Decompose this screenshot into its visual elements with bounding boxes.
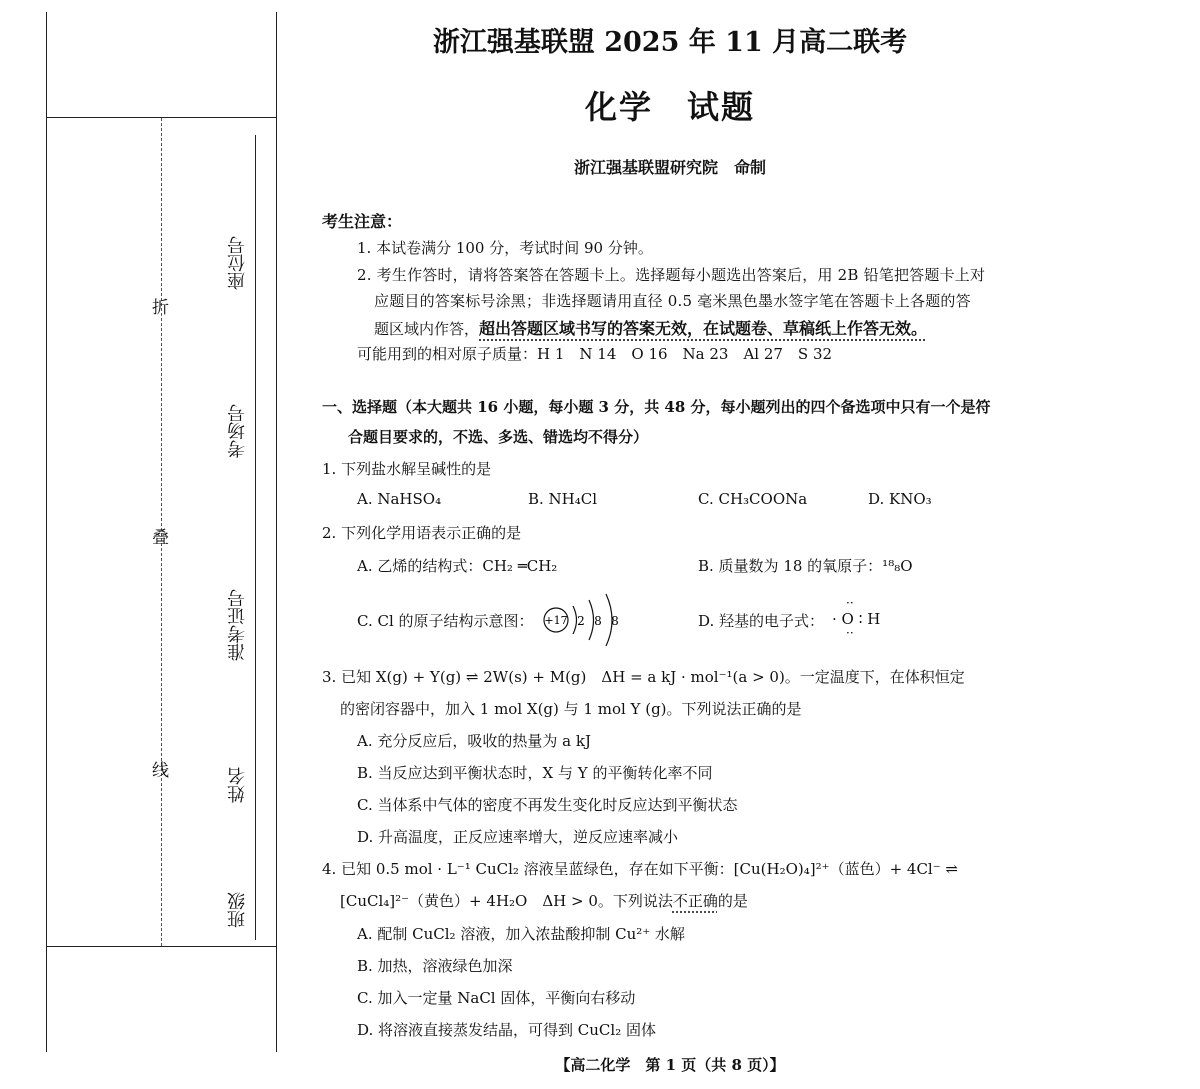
notice-item-2-line-3 [374, 316, 927, 339]
cl-atomic-structure-diagram [540, 590, 630, 650]
fold-char-2: 叠 [152, 528, 169, 548]
margin-bottom-rule [46, 946, 277, 947]
producer-line: 浙江强基联盟研究院 命制 [573, 158, 766, 177]
q4-stem-line-2-a: [CuCl₄]²⁻（黄色）+ 4H₂O ΔH > 0。下列说法 [340, 892, 673, 910]
exam-room-label: 考场号 [227, 404, 248, 458]
q3-option-a: A. 充分反应后，吸收的热量为 a kJ [357, 732, 591, 750]
q1-stem: 1. 下列盐水解呈碱性的是 [322, 460, 492, 478]
fold-char-3: 线 [152, 761, 169, 781]
q4-option-b: B. 加热，溶液绿色加深 [357, 957, 513, 975]
q1-option-c: C. CH₃COONa [698, 490, 808, 508]
exam-title: 浙江强基联盟 2025 年 11 月高二联考 [432, 27, 908, 58]
notice-emphasis: 超出答题区域书写的答案无效，在试题卷、草稿纸上作答无效。 [479, 319, 928, 338]
notice-heading: 考生注意： [322, 212, 403, 231]
notice-item-2-line-3-plain: 题区域内作答， [374, 320, 480, 338]
q1-option-b: B. NH₄Cl [528, 490, 598, 508]
notice-item-2-line-2: 应题目的答案标号涂黑；非选择题请用直径 0.5 毫米黑色墨水签字笔在答题卡上各题的答 [374, 292, 971, 310]
notice-item-2-line-1: 2. 考生作答时，请将答案答在答题卡上。选择题每小题选出答案后，用 2B 铅笔把答题卡上对 [357, 266, 986, 284]
seat-number-label: 座位号 [227, 236, 248, 290]
lone-pair-dots-top: ·· [846, 596, 854, 610]
q4-stem-line-1: 4. 已知 0.5 mol · L⁻¹ CuCl₂ 溶液呈蓝绿色，存在如下平衡：[Cu(H₂O)₄]²⁺（蓝色）+ 4Cl⁻ ⇌ [322, 860, 958, 878]
margin-right-border [276, 12, 277, 1052]
q4-option-a: A. 配制 CuCl₂ 溶液，加入浓盐酸抑制 Cu²⁺ 水解 [357, 925, 685, 943]
class-label: 班级 [227, 892, 248, 928]
subject-title: 化学 试题 [584, 88, 755, 126]
field-underline [255, 135, 256, 940]
page-footer: 【高二化学 第 1 页（共 8 页）】 [555, 1056, 785, 1074]
section-1-heading-line-2: 合题目要求的，不选、多选、错选均不得分） [348, 428, 649, 446]
q2-stem: 2. 下列化学用语表示正确的是 [322, 524, 522, 542]
margin-left-border [46, 12, 47, 1052]
q1-option-d: D. KNO₃ [868, 490, 932, 508]
q4-option-c: C. 加入一定量 NaCl 固体，平衡向右移动 [357, 989, 636, 1007]
q1-option-a: A. NaHSO₄ [357, 490, 442, 508]
q3-option-b: B. 当反应达到平衡状态时，X 与 Y 的平衡转化率不同 [357, 764, 713, 782]
name-label: 姓名 [227, 767, 248, 803]
admission-ticket-label: 准考证号 [227, 589, 248, 661]
q3-stem-line-2: 的密闭容器中，加入 1 mol X(g) 与 1 mol Y (g)。下列说法正确的是 [340, 700, 802, 718]
lone-pair-dots-bottom: ·· [846, 626, 854, 640]
cl-nucleus-charge: +17 [544, 614, 568, 627]
section-1-heading-line-1: 一、选择题（本大题共 16 小题，每小题 3 分，共 48 分，每小题列出的四个备选项中只有一个是符 [322, 398, 991, 416]
cl-shell-1: 2 [577, 614, 585, 628]
q4-stem-line-2 [340, 890, 748, 911]
q4-option-d: D. 将溶液直接蒸发结晶，可得到 CuCl₂ 固体 [357, 1021, 656, 1039]
q2-option-a: A. 乙烯的结构式：CH₂ ═CH₂ [357, 557, 558, 575]
q4-emphasis-not-correct: 不正确 [672, 892, 718, 910]
cl-shell-3: 8 [611, 614, 619, 628]
hydroxyl-electron-formula: · O ∶ H [832, 610, 881, 628]
q3-stem-line-1: 3. 已知 X(g) + Y(g) ⇌ 2W(s) + M(g) ΔH = a kJ · mol⁻¹(a > 0)。一定温度下，在体积恒定 [322, 668, 965, 686]
q2-option-b: B. 质量数为 18 的氧原子：¹⁸₈O [698, 557, 913, 575]
fold-char-1: 折 [152, 298, 169, 318]
q4-stem-line-2-c: 的是 [717, 892, 748, 910]
atomic-masses: 可能用到的相对原子质量：H 1 N 14 O 16 Na 23 Al 27 S 32 [357, 345, 833, 363]
q2-option-d: D. 羟基的电子式： [698, 612, 825, 630]
cl-shell-2: 8 [594, 614, 602, 628]
q2-option-c: C. Cl 的原子结构示意图： [357, 612, 534, 630]
notice-item-1: 1. 本试卷满分 100 分，考试时间 90 分钟。 [357, 239, 653, 257]
q3-option-d: D. 升高温度，正反应速率增大，逆反应速率减小 [357, 828, 679, 846]
q3-option-c: C. 当体系中气体的密度不再发生变化时反应达到平衡状态 [357, 796, 738, 814]
